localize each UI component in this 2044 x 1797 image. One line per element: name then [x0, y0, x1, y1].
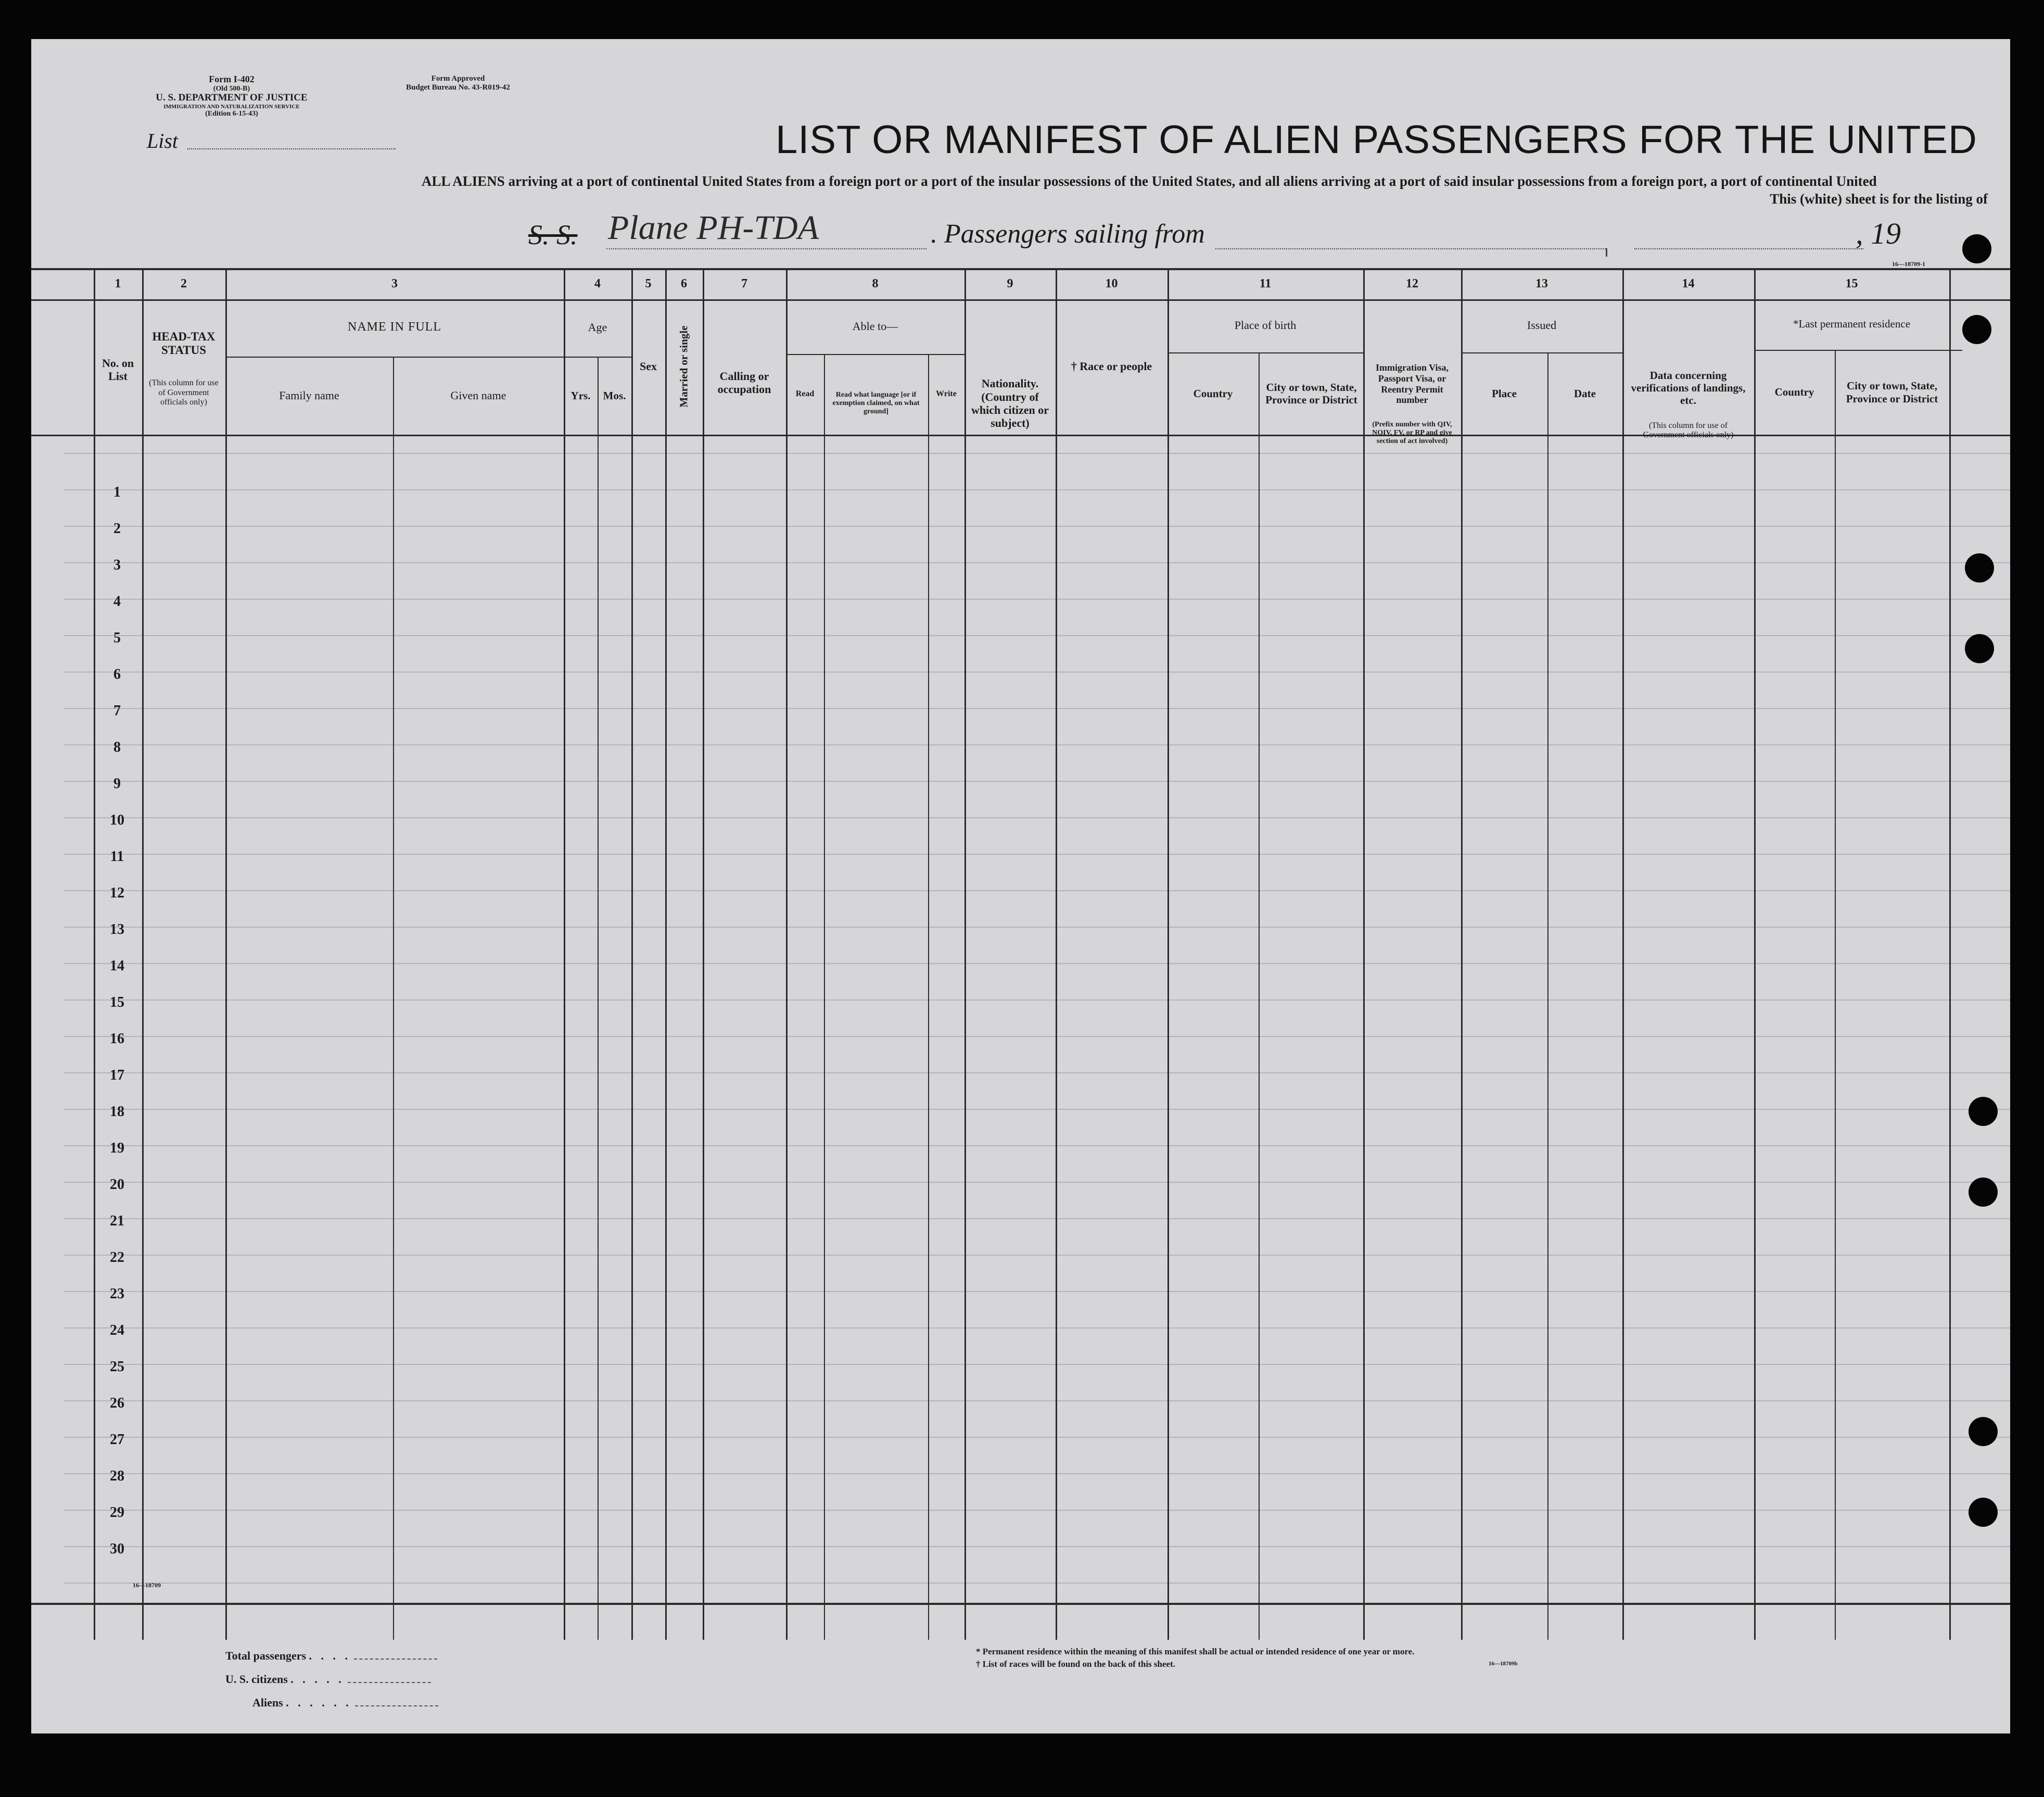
col-num-11: 11 — [1259, 277, 1272, 291]
col-num-6: 6 — [681, 277, 687, 291]
footnote-races: † List of races will be found on the back of this sheet. — [976, 1659, 1175, 1669]
header-calling: Calling or occupation — [717, 369, 771, 396]
col-num-12: 12 — [1406, 277, 1418, 291]
header-last-residence: *Last permanent residence — [1793, 318, 1911, 331]
binder-hole — [1969, 1498, 1998, 1527]
approval-info — [364, 74, 552, 92]
aliens-label: Aliens — [252, 1696, 283, 1709]
col-num-14: 14 — [1682, 277, 1695, 291]
header-birth-city: City or town, State, Province or District — [1265, 381, 1357, 406]
header-able-to: Able to— — [852, 320, 898, 333]
row-number: 9 — [113, 776, 121, 792]
edition-date: (Edition 6-15-43) — [205, 110, 258, 118]
row-number: 27 — [110, 1432, 124, 1448]
header-visa: Immigration Visa, Passport Visa, or Reentry Permit number — [1375, 362, 1449, 406]
header-yrs: Yrs. — [570, 389, 591, 402]
header-sex: Sex — [640, 360, 657, 373]
row-number: 17 — [110, 1067, 124, 1083]
form-number: Form I-402 — [209, 74, 255, 84]
total-passengers-label: Total passengers — [225, 1649, 307, 1662]
header-read: Read — [795, 389, 815, 399]
date-field[interactable] — [1634, 248, 1863, 249]
ship-name-field[interactable] — [606, 248, 926, 249]
header-verifications-note: (This column for use of Government officials only) — [1643, 421, 1734, 439]
header-age: Age — [588, 321, 607, 334]
row-number: 11 — [110, 849, 124, 865]
row-number: 3 — [113, 557, 121, 573]
header-head-tax: HEAD-TAX STATUS — [152, 330, 215, 357]
row-number: 2 — [113, 521, 121, 537]
col-num-9: 9 — [1007, 277, 1013, 291]
list-label: List — [147, 129, 179, 153]
footnote-residence: * Permanent residence within the meaning of this manifest shall be actual or intended residence of one year or more. — [976, 1647, 1415, 1656]
row-number: 12 — [110, 885, 124, 901]
old-form-number: (Old 500-B) — [213, 84, 250, 93]
footer-total: Total passengers . . . . — [225, 1649, 437, 1663]
header-issued: Issued — [1527, 319, 1557, 332]
row-number: 21 — [110, 1213, 124, 1229]
year-label: , 19 — [1856, 217, 1901, 250]
row-number: 20 — [110, 1176, 124, 1193]
header-issued-date: Date — [1574, 387, 1596, 400]
col-num-8: 8 — [872, 277, 879, 291]
table-bottom-border — [31, 1603, 2010, 1605]
subtitle-line-1: ALL ALIENS arriving at a port of continental United States from a foreign port or a port of the insular possessions of the United States, and all aliens arriving at a port of said insular possessions from a foreign port, a port of continental United — [422, 173, 1877, 189]
service-name: IMMIGRATION AND NATURALIZATION SERVICE — [163, 104, 300, 110]
budget-bureau: Budget Bureau No. 43-R019-42 — [406, 83, 510, 92]
header-given-name: Given name — [450, 389, 506, 402]
header-nationality: Nationality. (Country of which citizen or subject) — [971, 377, 1049, 430]
row-number: 26 — [110, 1395, 124, 1411]
binder-hole — [1969, 1178, 1998, 1207]
row-number: 10 — [110, 812, 124, 828]
ship-name-handwritten: Plane PH-TDA — [608, 209, 819, 247]
row-number: 4 — [113, 593, 121, 610]
header-issued-place: Place — [1492, 387, 1517, 400]
binder-hole — [1965, 553, 1994, 583]
header-head-tax-note: (This column for use of Government officials only) — [149, 378, 219, 407]
header-race: † Race or people — [1071, 360, 1152, 373]
row-number: 23 — [110, 1286, 124, 1302]
col-num-2: 2 — [181, 277, 187, 291]
print-code-top: 16—18709-1 — [1892, 260, 1925, 268]
binder-hole — [1969, 1417, 1998, 1446]
header-residence-country: Country — [1774, 386, 1814, 399]
row-number: 19 — [110, 1140, 124, 1156]
total-passengers-field[interactable] — [354, 1659, 437, 1660]
header-verifications: Data concerning verifications of landings, etc. — [1631, 369, 1746, 407]
page-title: LIST OR MANIFEST OF ALIEN PASSENGERS FOR THE UNITED — [776, 118, 1977, 162]
binder-hole — [1965, 634, 1994, 663]
us-citizens-label: U. S. citizens — [225, 1673, 288, 1686]
print-code-left: 16—18709 — [133, 1581, 161, 1589]
col-num-5: 5 — [645, 277, 652, 291]
binder-hole — [1969, 1097, 1998, 1126]
row-number: 16 — [110, 1031, 124, 1047]
col-num-7: 7 — [741, 277, 747, 291]
row-number: 5 — [113, 630, 121, 646]
header-married-wrap — [665, 299, 703, 434]
row-number: 30 — [110, 1541, 124, 1557]
header-mos: Mos. — [603, 389, 626, 402]
print-code-right: 16—18709b — [1489, 1661, 1518, 1667]
col-num-15: 15 — [1845, 277, 1858, 291]
row-number: 7 — [113, 703, 121, 719]
form-info — [138, 74, 325, 118]
footer-aliens: Aliens . . . . . . — [252, 1696, 438, 1710]
sailing-from-label: . Passengers sailing from — [931, 219, 1205, 249]
sailing-from-field[interactable] — [1215, 248, 1606, 249]
header-read-language: Read what language [or if exemption claimed, on what ground] — [832, 390, 920, 416]
row-number: 24 — [110, 1322, 124, 1338]
header-birth-country: Country — [1193, 387, 1233, 400]
row-number: 28 — [110, 1468, 124, 1484]
department-name: U. S. DEPARTMENT OF JUSTICE — [156, 92, 308, 104]
col-num-4: 4 — [594, 277, 601, 291]
header-place-of-birth: Place of birth — [1234, 319, 1297, 332]
manifest-sheet — [31, 39, 2010, 1733]
binder-hole — [1962, 315, 1991, 344]
row-number: 6 — [113, 666, 121, 682]
col-num-3: 3 — [391, 277, 398, 291]
header-married: Married or single — [677, 325, 690, 408]
row-number: 18 — [110, 1104, 124, 1120]
col-num-13: 13 — [1535, 277, 1548, 291]
row-number: 15 — [110, 994, 124, 1010]
header-family-name: Family name — [279, 389, 339, 402]
row-number: 8 — [113, 739, 121, 755]
col-num-10: 10 — [1105, 277, 1118, 291]
header-residence-city: City or town, State, Province or District — [1846, 379, 1938, 405]
aliens-field[interactable] — [355, 1705, 438, 1706]
header-name-in-full: NAME IN FULL — [348, 320, 441, 334]
col-num-1: 1 — [115, 277, 121, 291]
row-number: 22 — [110, 1249, 124, 1266]
ss-label: S. S. — [528, 219, 578, 250]
us-citizens-field[interactable] — [348, 1682, 431, 1683]
field-separator — [1606, 248, 1618, 257]
row-number: 13 — [110, 921, 124, 938]
footer-citizens: U. S. citizens . . . . . — [225, 1673, 431, 1686]
row-number: 14 — [110, 958, 124, 974]
row-number: 29 — [110, 1504, 124, 1521]
list-number-field[interactable] — [187, 148, 396, 149]
binder-hole — [1962, 234, 1991, 263]
row-number: 1 — [113, 484, 121, 500]
header-visa-note: (Prefix number with QIV, NQIV, FV, or RP and give section of act involved) — [1372, 420, 1452, 446]
header-write: Write — [936, 389, 957, 399]
form-approved: Form Approved — [431, 74, 485, 83]
header-no-on-list: No. on List — [101, 356, 134, 383]
subtitle-line-2: This (white) sheet is for the listing of — [1770, 191, 1988, 207]
row-number: 25 — [110, 1359, 124, 1375]
